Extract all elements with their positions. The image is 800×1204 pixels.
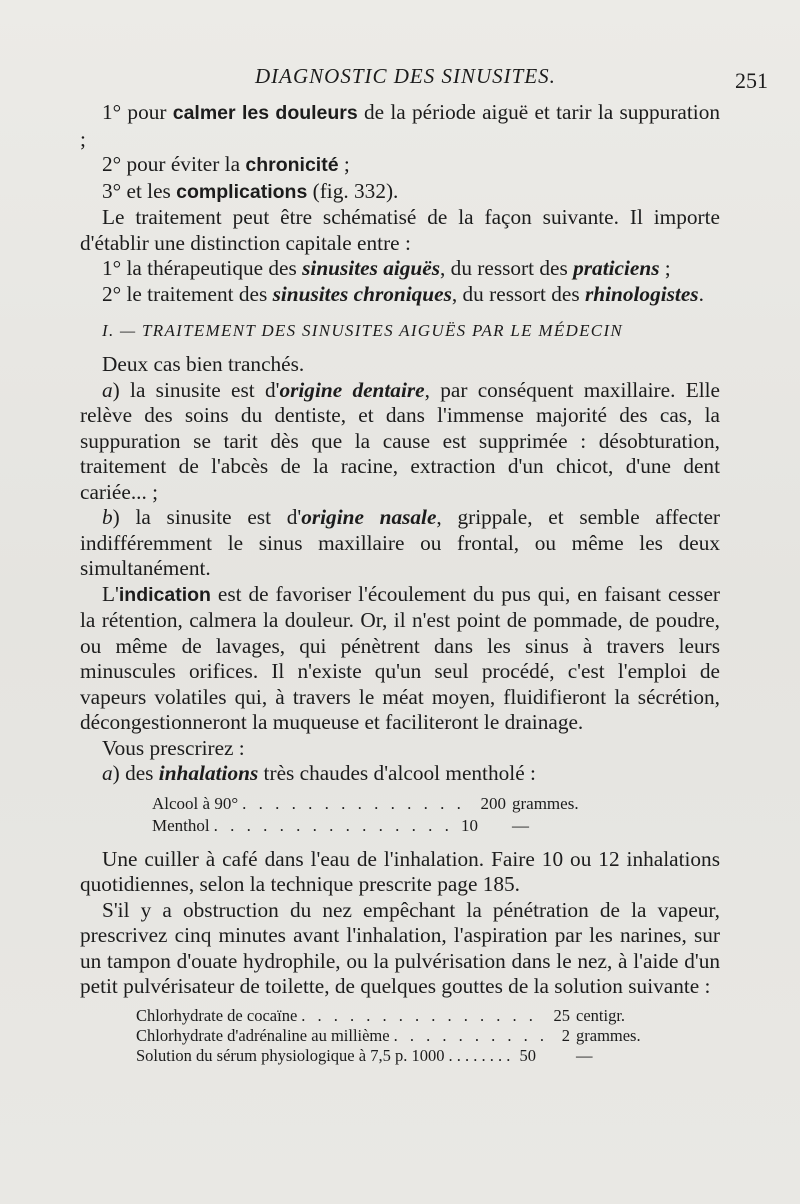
page-number: 251 <box>735 68 768 93</box>
page-header <box>0 62 800 92</box>
paragraph-schema: Le traitement peut être schématisé de la façon suivante. Il importe d'établir une distinction capitale entre : <box>80 205 720 255</box>
section-heading: I. — TRAITEMENT DES SINUSITES AIGUËS PAR LE MÉDECIN <box>102 321 624 340</box>
paragraph-acute: 1° la thérapeutique des sinusites aiguës, du ressort des praticiens ; <box>102 256 671 280</box>
paragraph-two-cases: Deux cas bien tranchés. <box>102 352 305 376</box>
paragraph-goal-2: 2° pour éviter la chronicité ; <box>102 152 350 176</box>
paragraph-prescribe: Vous prescrirez : <box>102 735 245 760</box>
paragraph-case-b: b) la sinusite est d'origine nasale, grippale, et semble affecter indifféremment le sinus maxillaire ou frontal, ou même les deux simultanément. <box>80 505 720 580</box>
page-body <box>80 100 720 1066</box>
formula-row: Solution du sérum physiologique à 7,5 p. 1000 . . . 50 — <box>136 1046 696 1066</box>
formula-row: Chlorhydrate de cocaïne . . . 25 centigr. <box>136 1006 696 1026</box>
paragraph-case-a: a) la sinusite est d'origine dentaire, par conséquent maxillaire. Elle relève des soins du dentiste, et dans l'immense majorité des cas, la suppuration se tarit dès que la cause est supprimée : désobturation, traitement de l'abcès de la racine, extraction d'un chicot, d'une dent cariée... ; <box>80 377 721 504</box>
formula-inhalation <box>152 793 720 837</box>
running-title: DIAGNOSTIC DES SINUSITES. <box>255 64 556 88</box>
paragraph-obstruction: S'il y a obstruction du nez empêchant la pénétration de la vapeur, prescrivez cinq minutes avant l'inhalation, l'aspiration par les narines, sur un tampon d'ouate hydrophile, ou la pulvérisation dans le nez, à l'aide d'un petit pulvérisateur de toilette, de quelques gouttes de la solution suivante : <box>80 897 720 998</box>
paragraph-inhalations: a) des inhalations très chaudes d'alcool mentholé : <box>102 761 536 785</box>
formula-row: Alcool à 90° . . . 200 grammes. <box>152 793 632 815</box>
formula-solution <box>136 1006 720 1066</box>
paragraph-goal-1: 1° pour calmer les douleurs de la période aiguë et tarir la suppuration ; <box>80 100 720 151</box>
paragraph-spoon: Une cuiller à café dans l'eau de l'inhalation. Faire 10 ou 12 inhalations quotidiennes, selon la technique prescrite page 185. <box>80 846 720 896</box>
paragraph-indication: L'indication est de favoriser l'écoulement du pus qui, en faisant cesser la rétention, calmera la douleur. Or, il n'est point de pommade, de poudre, ou même de lavages, qui pénètrent dans les sinus à travers leurs minuscules orifices. Il n'existe qu'un seul procédé, c'est l'emploi de vapeurs volatiles qui, à travers le méat moyen, fluidifieront la sécrétion, décongestionneront la muqueuse et faciliteront le drainage. <box>80 581 720 734</box>
formula-row: Chlorhydrate d'adrénaline au millième . . . 2 grammes. <box>136 1026 696 1046</box>
paragraph-chronic: 2° le traitement des sinusites chroniques, du ressort des rhinologistes. <box>102 281 704 306</box>
paragraph-goal-3: 3° et les complications (fig. 332). <box>102 178 399 203</box>
formula-row: Menthol . . . 10 — <box>152 815 632 837</box>
